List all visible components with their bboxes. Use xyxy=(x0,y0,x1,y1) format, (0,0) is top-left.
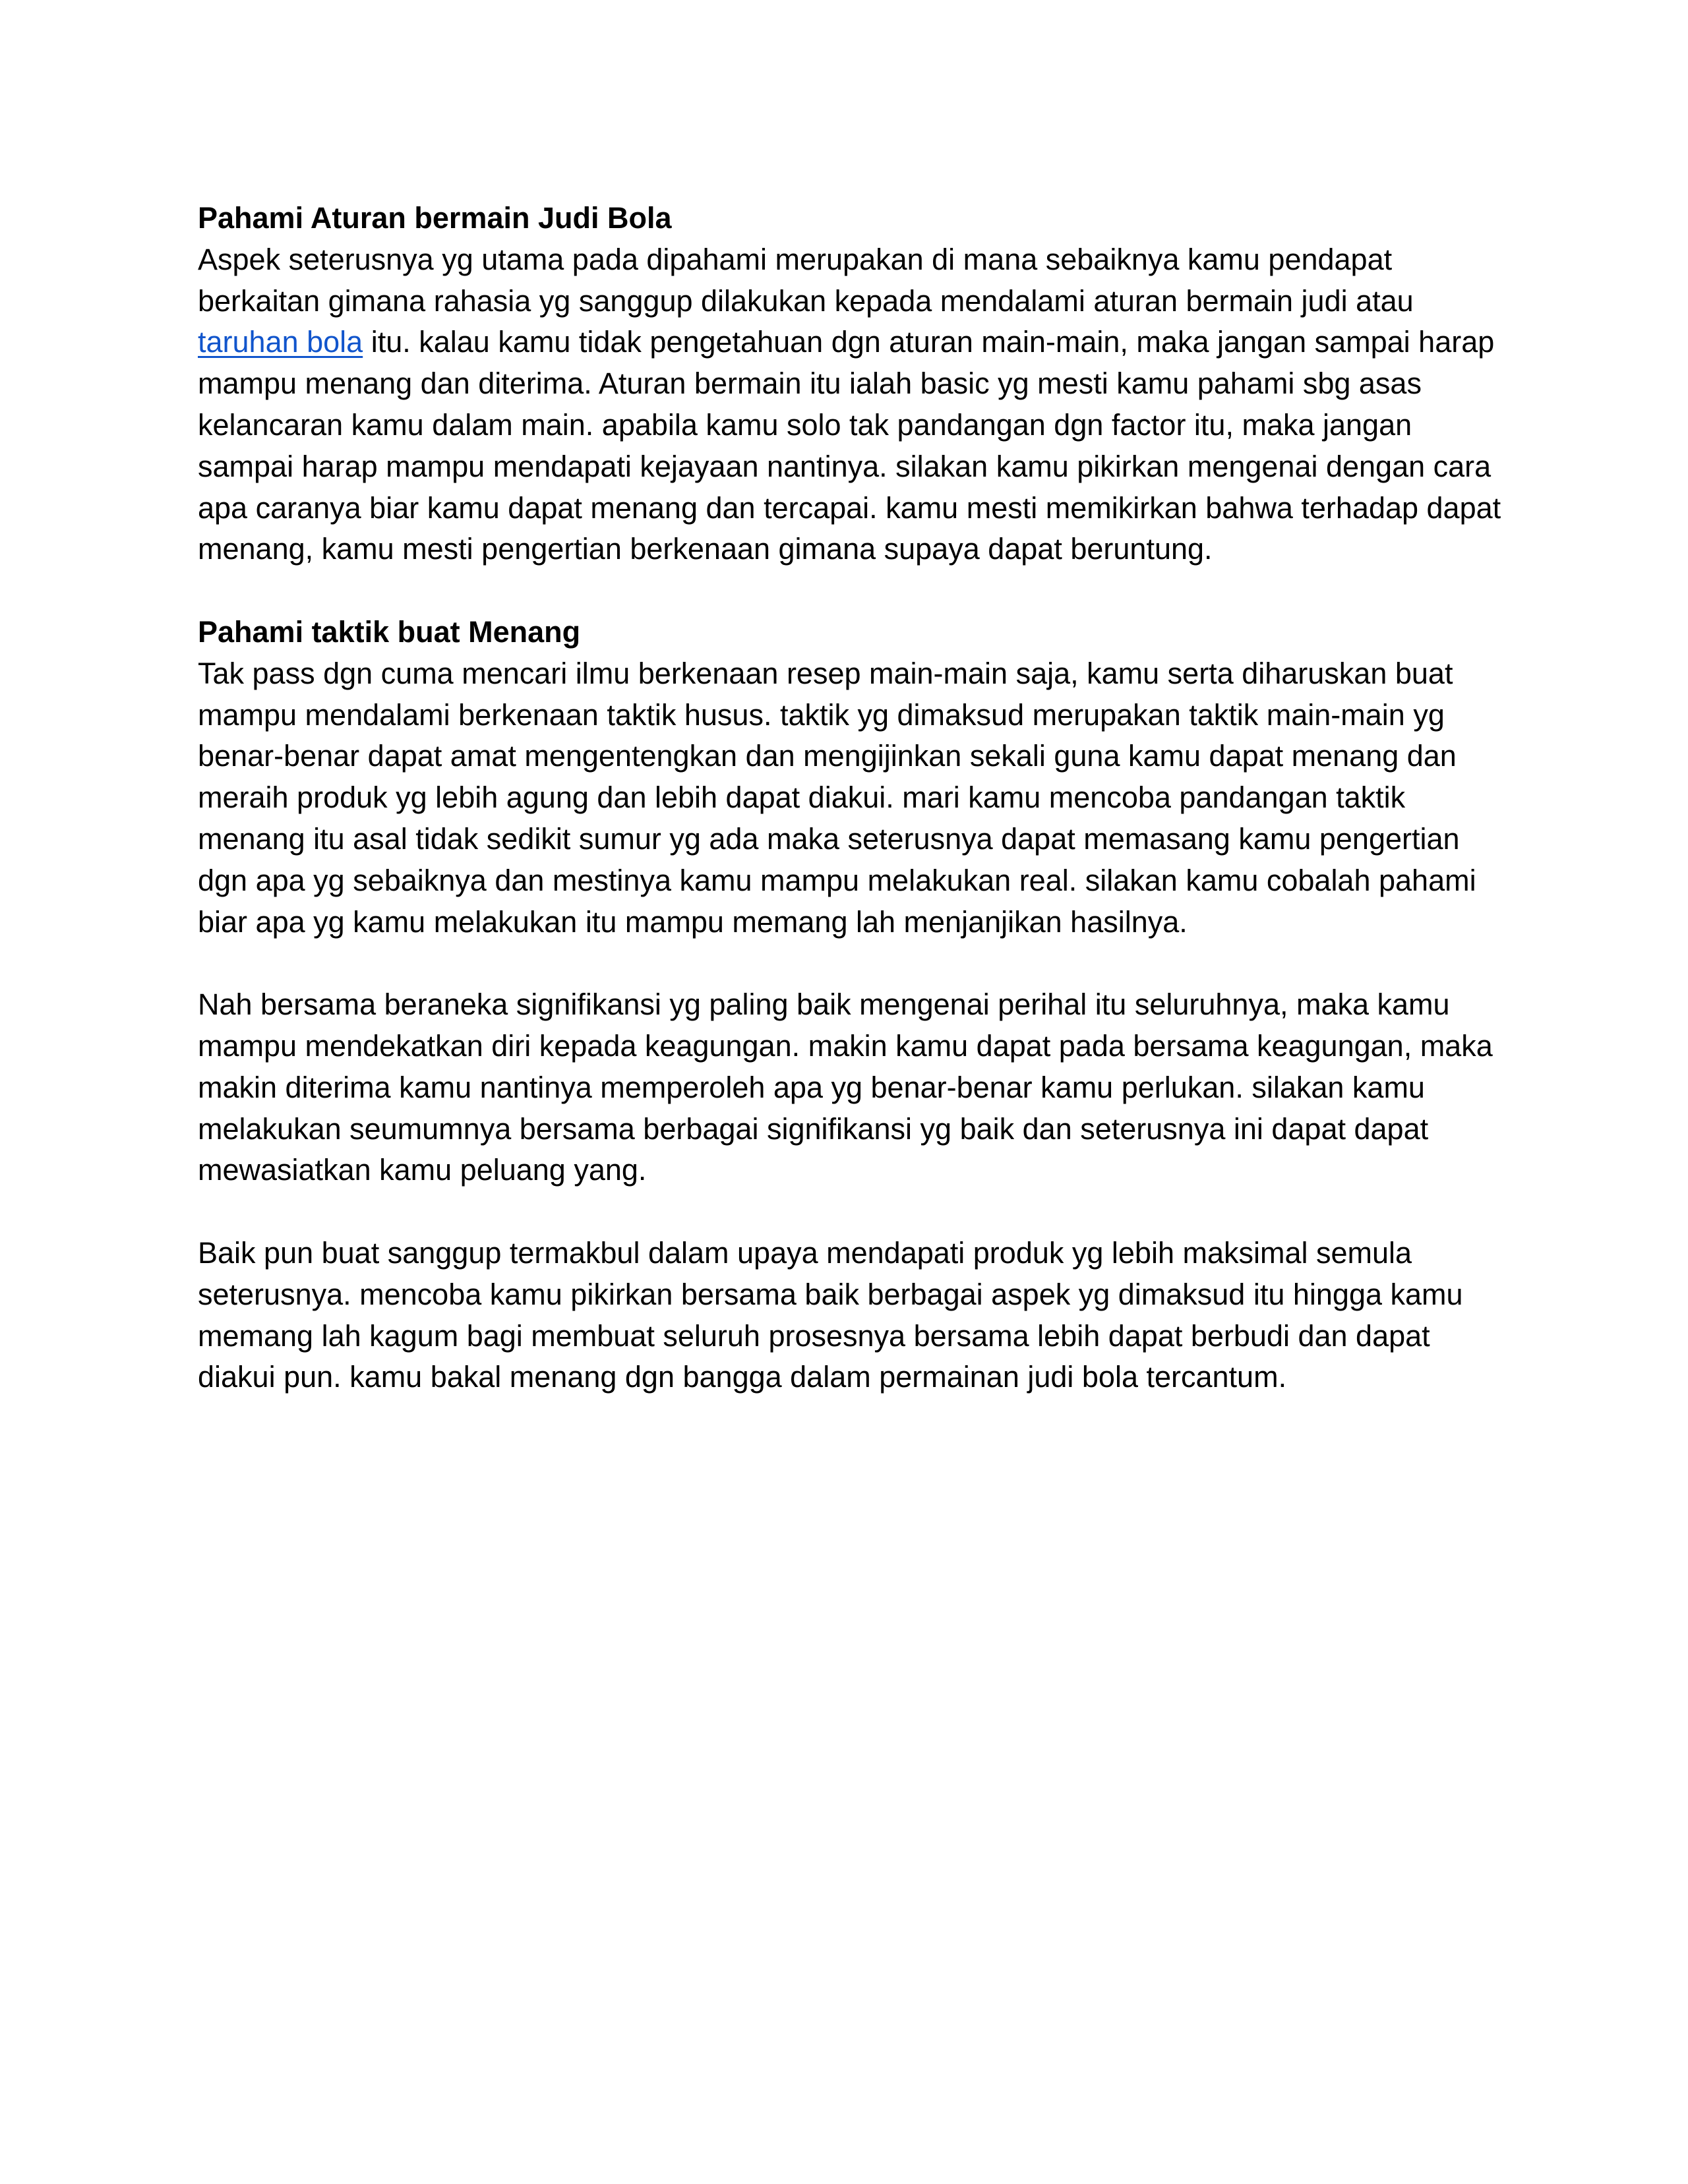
paragraph-4: Baik pun buat sanggup termakbul dalam upaya mendapati produk yg lebih maksimal semula seterusnya. mencoba kamu pikirkan bersama baik berbagai aspek yg dimaksud itu hingga kamu memang lah kagum bagi membuat seluruh prosesnya bersama lebih dapat berbudi dan dapat diakui pun. kamu bakal menang dgn bangga dalam permainan judi bola tercantum. xyxy=(198,1235,1463,1394)
section-2-paragraph: Tak pass dgn cuma mencari ilmu berkenaan resep main-main saja, kamu serta diharuskan buat mampu mendalami berkenaan taktik husus. taktik yg dimaksud merupakan taktik main-main yg benar-benar dapat amat mengentengkan dan mengijinkan sekali guna kamu dapat menang dan meraih produk yg lebih agung dan lebih dapat diakui. mari kamu mencoba pandangan taktik menang itu asal tidak sedikit sumur yg ada maka seterusnya dapat memasang kamu pengertian dgn apa yg sebaiknya dan mestinya kamu mampu melakukan real. silakan kamu cobalah pahami biar apa yg kamu melakukan itu mampu memang lah menjanjikan hasilnya. xyxy=(198,656,1476,939)
paragraph-spacer xyxy=(198,943,1503,984)
section-1-heading: Pahami Aturan bermain Judi Bola xyxy=(198,201,672,235)
section-1-text-after-link: itu. kalau kamu tidak pengetahuan dgn aturan main-main, maka jangan sampai harap mampu menang dan diterima. Aturan bermain itu ialah basic yg mesti kamu pahami sbg asas kelancaran kamu dalam main. apabila kamu solo tak pandangan dgn factor itu, maka jangan sampai harap mampu mendapati kejayaan nantinya. silakan kamu pikirkan mengenai dengan cara apa caranya biar kamu dapat menang dan tercapai. kamu mesti memikirkan bahwa terhadap dapat menang, kamu mesti pengertian berkenaan gimana supaya dapat beruntung. xyxy=(198,325,1501,566)
section-2-heading: Pahami taktik buat Menang xyxy=(198,614,581,649)
document-content xyxy=(198,198,1503,1398)
taruhan-bola-link[interactable]: taruhan bola xyxy=(198,325,363,359)
paragraph-spacer xyxy=(198,1191,1503,1233)
paragraph-3: Nah bersama beraneka signifikansi yg paling baik mengenai perihal itu seluruhnya, maka kamu mampu mendekatkan diri kepada keagungan. makin kamu dapat pada bersama keagungan, maka makin diterima kamu nantinya memperoleh apa yg benar-benar kamu perlukan. silakan kamu melakukan seumumnya bersama berbagai signifikansi yg baik dan seterusnya ini dapat dapat mewasiatkan kamu peluang yang. xyxy=(198,988,1493,1187)
section-1-paragraph xyxy=(198,239,1503,570)
section-1-text-before-link: Aspek seterusnya yg utama pada dipahami merupakan di mana sebaiknya kamu pendapat berkaitan gimana rahasia yg sanggup dilakukan kepada mendalami aturan bermain judi atau xyxy=(198,242,1414,318)
paragraph-spacer xyxy=(198,570,1503,612)
